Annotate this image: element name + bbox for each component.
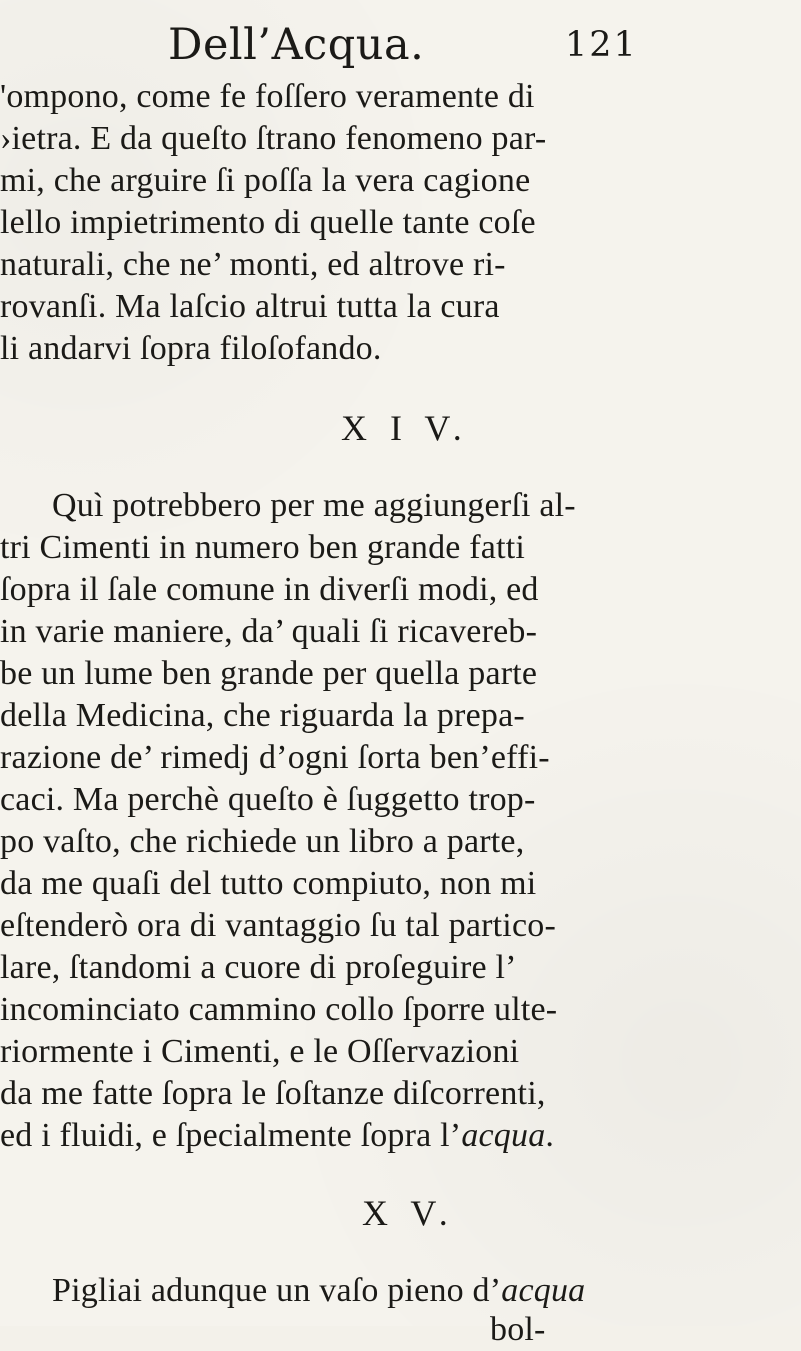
text-line: ſopra il ſale comune in diverſi modi, ed bbox=[0, 571, 539, 608]
text-line: po vaſto, che richiede un libro a parte, bbox=[0, 823, 525, 860]
text-line: Quì potrebbero per me aggiungerſi al- bbox=[52, 487, 576, 524]
text-segment: ed i fluidi, e ſpecialmente ſopra l’ bbox=[0, 1117, 462, 1154]
text-line: 'ompono, come fe foſſero veramente di bbox=[0, 78, 535, 115]
text-line: lare, ſtandomi a cuore di proſeguire l’ bbox=[0, 949, 517, 986]
text-line: della Medicina, che riguarda la prepa- bbox=[0, 697, 525, 734]
text-line: da me fatte ſopra le ſoſtanze diſcorrenti, bbox=[0, 1075, 546, 1112]
text-line: tri Cimenti in numero ben grande fatti bbox=[0, 529, 526, 566]
text-line: da me quaſi del tutto compiuto, non mi bbox=[0, 865, 537, 902]
text-line: rovanſi. Ma laſcio altrui tutta la cura bbox=[0, 288, 500, 325]
text-line: naturali, che ne’ monti, ed altrove ri- bbox=[0, 246, 506, 283]
page-header bbox=[0, 18, 801, 72]
page-number: 121 bbox=[565, 25, 638, 65]
section-heading-xiv: X I V. bbox=[341, 408, 469, 448]
text-line: mi, che arguire ſi poſſa la vera cagione bbox=[0, 162, 531, 199]
text-line: in varie maniere, da’ quali ſi ricavereb- bbox=[0, 613, 538, 650]
text-line-with-italic bbox=[0, 1115, 554, 1157]
text-line: incominciato cammino collo ſporre ulte- bbox=[0, 991, 558, 1028]
text-segment: Pigliai adunque un vaſo pieno d’ bbox=[52, 1272, 502, 1309]
text-line-with-italic bbox=[52, 1270, 585, 1312]
text-line: razione de’ rimedj d’ogni ſorta ben’effi- bbox=[0, 739, 550, 776]
italic-word: acqua bbox=[461, 1117, 546, 1154]
catchword: bol- bbox=[490, 1311, 546, 1348]
section-heading-xv: X V. bbox=[362, 1193, 455, 1233]
text-line: caci. Ma perchè queſto è ſuggetto trop- bbox=[0, 781, 536, 818]
text-line: ›ietra. E da queſto ſtrano fenomeno par- bbox=[0, 120, 547, 157]
text-line: lello impietrimento di quelle tante coſe bbox=[0, 204, 536, 241]
text-line: riormente i Cimenti, e le Oſſervazioni bbox=[0, 1033, 520, 1070]
text-line: be un lume ben grande per quella parte bbox=[0, 655, 538, 692]
text-segment: . bbox=[545, 1117, 555, 1154]
running-title: Dell’Acqua. bbox=[168, 20, 425, 70]
text-line: li andarvi ſopra filoſofando. bbox=[0, 330, 382, 367]
text-line: eſtenderò ora di vantaggio ſu tal partico- bbox=[0, 907, 556, 944]
italic-word: acqua bbox=[501, 1272, 586, 1309]
